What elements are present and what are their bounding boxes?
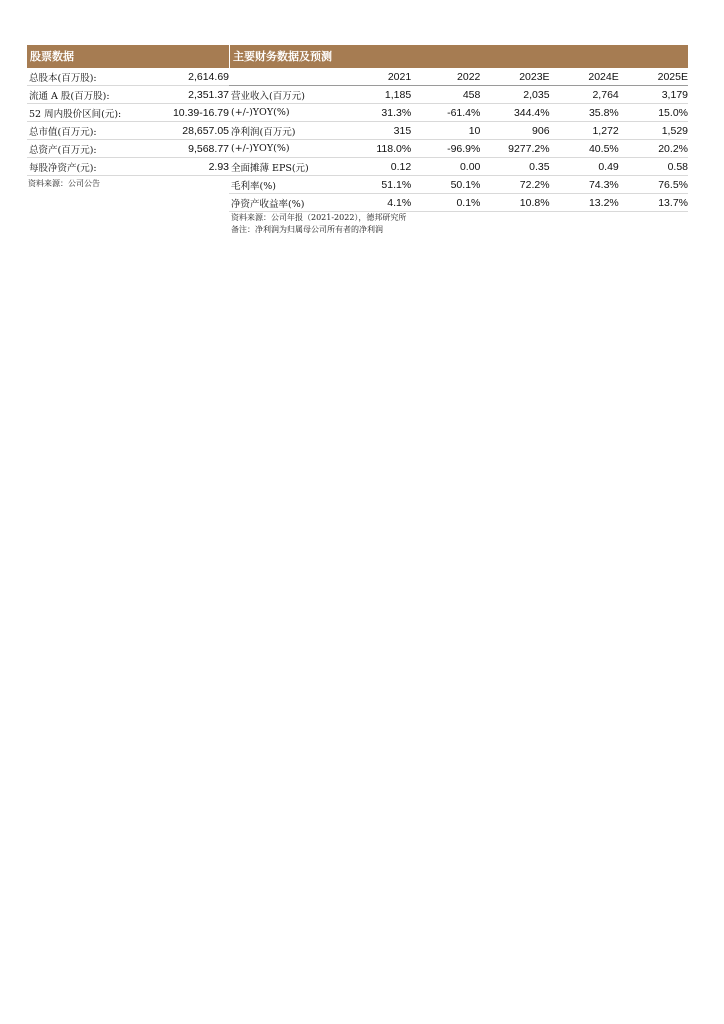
fin-row-label: 全面摊薄 EPS(元) xyxy=(229,158,342,176)
fin-cell: -61.4% xyxy=(411,104,480,122)
fin-row-label: 净资产收益率(%) xyxy=(229,194,342,212)
fin-cell: 13.7% xyxy=(619,194,688,212)
fin-row-label: (+/-)YOY(%) xyxy=(229,140,342,158)
fin-cell: 72.2% xyxy=(480,176,549,194)
fin-cell: 2,035 xyxy=(480,86,549,104)
fin-cell: 76.5% xyxy=(619,176,688,194)
fin-cell: 118.0% xyxy=(342,140,411,158)
fin-row-gross-margin xyxy=(229,176,688,194)
fin-row-net-profit xyxy=(229,122,688,140)
stock-row-value: 2,614.69 xyxy=(188,70,229,83)
stock-row-bvps xyxy=(27,158,229,176)
fin-cell: 15.0% xyxy=(619,104,688,122)
stock-row-label: 流通 A 股(百万股): xyxy=(29,90,110,102)
fin-cell: 13.2% xyxy=(550,194,619,212)
financials-remark: 备注：净利润为归属母公司所有者的净利润 xyxy=(231,225,383,234)
stock-row-label: 总股本(百万股): xyxy=(29,72,97,84)
fin-cell: 0.49 xyxy=(550,158,619,176)
financials-header: 主要财务数据及预测 xyxy=(230,45,688,68)
fin-cell: 4.1% xyxy=(342,194,411,212)
stock-source-note: 资料来源：公司公告 xyxy=(28,179,100,188)
year-header: 2022 xyxy=(411,68,480,86)
fin-cell: 315 xyxy=(342,122,411,140)
fin-cell: 1,529 xyxy=(619,122,688,140)
fin-cell: 35.8% xyxy=(550,104,619,122)
fin-cell: 9277.2% xyxy=(480,140,549,158)
fin-cell: 0.1% xyxy=(411,194,480,212)
year-header: 2021 xyxy=(342,68,411,86)
fin-row-revenue-yoy xyxy=(229,104,688,122)
stock-row-label: 每股净资产(元): xyxy=(29,162,97,174)
year-header-blank xyxy=(229,68,342,86)
fin-cell: 74.3% xyxy=(550,176,619,194)
fin-row-roe xyxy=(229,194,688,212)
fin-row-label: (+/-)YOY(%) xyxy=(229,104,342,122)
financials-panel xyxy=(229,45,688,236)
fin-cell: -96.9% xyxy=(411,140,480,158)
fin-cell: 0.35 xyxy=(480,158,549,176)
stock-row-52w-range xyxy=(27,104,229,122)
fin-cell: 40.5% xyxy=(550,140,619,158)
fin-cell: 10 xyxy=(411,122,480,140)
stock-row-value: 28,657.05 xyxy=(182,124,229,137)
fin-row-label: 净利润(百万元) xyxy=(229,122,342,140)
fin-cell: 3,179 xyxy=(619,86,688,104)
stock-row-value: 2,351.37 xyxy=(188,88,229,101)
year-header: 2023E xyxy=(480,68,549,86)
financials-table xyxy=(229,68,688,212)
fin-row-revenue xyxy=(229,86,688,104)
year-header: 2024E xyxy=(550,68,619,86)
fin-cell: 2,764 xyxy=(550,86,619,104)
fin-cell: 1,185 xyxy=(342,86,411,104)
stock-row-float-a-shares xyxy=(27,86,229,104)
fin-cell: 458 xyxy=(411,86,480,104)
fin-cell: 0.58 xyxy=(619,158,688,176)
stock-data-header: 股票数据 xyxy=(27,45,229,68)
fin-row-label: 毛利率(%) xyxy=(229,176,342,194)
fin-row-eps xyxy=(229,158,688,176)
fin-cell: 31.3% xyxy=(342,104,411,122)
fin-cell: 0.00 xyxy=(411,158,480,176)
fin-row-net-profit-yoy xyxy=(229,140,688,158)
stock-row-value: 10.39-16.79 xyxy=(172,106,229,119)
fin-cell: 0.12 xyxy=(342,158,411,176)
year-header: 2025E xyxy=(619,68,688,86)
stock-row-total-shares xyxy=(27,68,229,86)
financials-source-note: 资料来源：公司年报（2021-2022），德邦研究所 xyxy=(231,213,407,222)
fin-row-label: 营业收入(百万元) xyxy=(229,86,342,104)
stock-row-market-cap xyxy=(27,122,229,140)
stock-row-value: 2.93 xyxy=(208,160,229,173)
stock-row-label: 总资产(百万元): xyxy=(29,144,97,156)
fin-cell: 10.8% xyxy=(480,194,549,212)
fin-cell: 50.1% xyxy=(411,176,480,194)
fin-cell: 1,272 xyxy=(550,122,619,140)
year-header-row xyxy=(229,68,688,86)
fin-cell: 344.4% xyxy=(480,104,549,122)
fin-cell: 20.2% xyxy=(619,140,688,158)
stock-row-label: 52 周内股价区间(元): xyxy=(29,108,122,120)
stock-row-total-assets xyxy=(27,140,229,158)
fin-cell: 51.1% xyxy=(342,176,411,194)
stock-row-value: 9,568.77 xyxy=(188,142,229,155)
fin-cell: 906 xyxy=(480,122,549,140)
stock-data-panel xyxy=(27,45,229,190)
stock-row-label: 总市值(百万元): xyxy=(29,126,97,138)
